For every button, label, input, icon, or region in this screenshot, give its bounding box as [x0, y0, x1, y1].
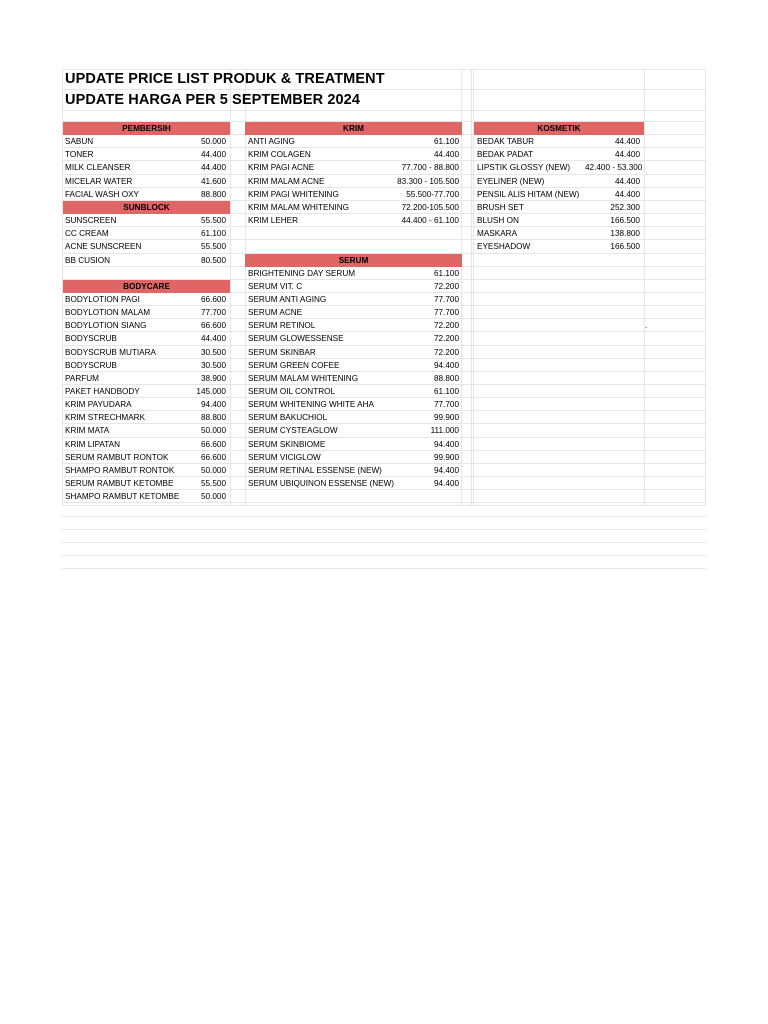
serum-item-price: 94.400: [433, 479, 459, 489]
sunblock-item-price: 55.500: [200, 216, 226, 226]
serum-item-price: 72.200: [433, 334, 459, 344]
kosmetik-item-name: EYELINER (NEW): [477, 176, 545, 186]
bodycare-item-price: 44.400: [200, 334, 226, 344]
krim-item-name: KRIM LEHER: [248, 216, 299, 226]
bodycare-item-price: 30.500: [200, 347, 226, 357]
kosmetik-item-price: 44.400: [614, 137, 640, 147]
serum-item-name: SERUM GREEN COFEE: [248, 360, 340, 370]
serum-item-name: SERUM SKINBIOME: [248, 439, 326, 449]
bodycare-item-price: 50.000: [200, 426, 226, 436]
sunblock-item-price: 55.500: [200, 242, 226, 252]
bodycare-item-price: 145.000: [196, 387, 226, 396]
bodycare-item-name: PARFUM: [65, 373, 99, 383]
sunblock-item-price: 80.500: [200, 255, 226, 265]
kosmetik-item-price: 138.800: [610, 229, 640, 239]
krim-item-name: KRIM MALAM ACNE: [248, 176, 325, 186]
kosmetik-item-price: 44.400: [614, 189, 640, 199]
bodycare-item-name: BODYSCRUB MUTIARA: [65, 347, 156, 357]
serum-header: SERUM: [245, 254, 462, 267]
serum-item-name: SERUM SKINBAR: [248, 347, 316, 357]
serum-item-price: 72.200: [433, 347, 459, 357]
sunblock-item-name: BB CUSION: [65, 255, 111, 265]
bodycare-item-price: 94.400: [200, 400, 226, 410]
krim-item-name: KRIM PAGI ACNE: [248, 163, 315, 173]
pembersih-item-name: MICELAR WATER: [65, 176, 133, 186]
grid-hline: [62, 110, 706, 111]
krim-item-name: ANTI AGING: [248, 137, 295, 147]
krim-item-price: 44.400: [433, 150, 459, 160]
krim-item-price: 61.100: [433, 137, 459, 147]
grid-hline: [62, 516, 706, 517]
bodycare-item-name: SERUM RAMBUT KETOMBE: [65, 479, 174, 489]
serum-item-price: 72.200: [433, 281, 459, 291]
krim-item-name: KRIM COLAGEN: [248, 150, 311, 160]
bodycare-item-name: BODYLOTION SIANG: [65, 321, 147, 331]
serum-item-price: 94.400: [433, 439, 459, 449]
serum-item-price: 72.200: [433, 321, 459, 331]
bodycare-item-name: SERUM RAMBUT RONTOK: [65, 452, 169, 462]
kosmetik-header: KOSMETIK: [474, 122, 644, 135]
title-update-date: UPDATE HARGA PER 5 SEPTEMBER 2024: [65, 92, 360, 108]
kosmetik-item-name: BLUSH ON: [477, 216, 519, 226]
grid-hline: [62, 69, 706, 70]
grid-hline: [62, 555, 706, 556]
krim-item-name: KRIM PAGI WHITENING: [248, 189, 339, 199]
serum-item-price: 61.100: [433, 387, 459, 396]
bodycare-item-price: 66.600: [200, 321, 226, 331]
grid-hline: [62, 529, 706, 530]
kosmetik-item-name: BEDAK PADAT: [477, 150, 534, 160]
serum-item-price: 99.900: [433, 452, 459, 462]
kosmetik-item-price: 42.400 - 53.300: [585, 163, 643, 173]
krim-item-price: 72.200-105.500: [401, 202, 459, 212]
serum-item-name: SERUM GLOWESSENSE: [248, 334, 344, 344]
serum-item-price: 77.700: [433, 308, 459, 318]
bodycare-item-name: PAKET HANDBODY: [65, 387, 140, 396]
grid-hline: [62, 89, 706, 90]
serum-item-name: SERUM VIT. C: [248, 281, 303, 291]
serum-item-name: SERUM UBIQUINON ESSENSE (NEW): [248, 479, 395, 489]
pembersih-item-price: 88.800: [200, 189, 226, 199]
sunblock-item-name: SUNSCREEN: [65, 216, 117, 226]
serum-item-price: 111.000: [430, 426, 459, 436]
sunblock-item-price: 61.100: [200, 229, 226, 239]
serum-item-name: SERUM MALAM WHITENING: [248, 373, 359, 383]
sunblock-item-name: CC CREAM: [65, 229, 109, 239]
kosmetik-item-price: 44.400: [614, 150, 640, 160]
bodycare-item-price: 66.600: [200, 294, 226, 304]
grid-hline: [62, 542, 706, 543]
stray-mark: .: [645, 321, 648, 330]
bodycare-item-price: 55.500: [200, 479, 226, 489]
krim-item-name: KRIM MALAM WHITENING: [248, 202, 349, 212]
pembersih-item-name: SABUN: [65, 137, 94, 147]
serum-item-price: 88.800: [433, 373, 459, 383]
serum-item-name: BRIGHTENING DAY SERUM: [248, 268, 356, 278]
serum-item-name: SERUM ACNE: [248, 308, 303, 318]
serum-item-name: SERUM RETINAL ESSENSE (NEW): [248, 465, 382, 475]
kosmetik-item-price: 44.400: [614, 176, 640, 186]
bodycare-item-price: 66.600: [200, 439, 226, 449]
pembersih-item-name: MILK CLEANSER: [65, 163, 131, 173]
price-list-sheet: [62, 69, 706, 506]
pembersih-item-price: 50.000: [200, 137, 226, 147]
serum-item-name: SERUM OIL CONTROL: [248, 387, 336, 396]
serum-item-price: 94.400: [433, 360, 459, 370]
bodycare-item-name: KRIM PAYUDARA: [65, 400, 132, 410]
bodycare-item-price: 38.900: [200, 373, 226, 383]
bodycare-header: BODYCARE: [63, 280, 230, 293]
serum-item-name: SERUM ANTI AGING: [248, 294, 327, 304]
kosmetik-item-name: EYESHADOW: [477, 242, 531, 252]
serum-item-price: 99.900: [433, 413, 459, 423]
kosmetik-item-price: 166.500: [610, 216, 640, 226]
bodycare-item-name: SHAMPO RAMBUT KETOMBE: [65, 492, 180, 502]
krim-item-price: 77.700 - 88.800: [401, 163, 459, 173]
bodycare-item-price: 66.600: [200, 452, 226, 462]
krim-item-price: 44.400 - 61.100: [401, 216, 459, 226]
bodycare-item-name: BODYSCRUB: [65, 334, 117, 344]
serum-item-name: SERUM BAKUCHIOL: [248, 413, 328, 423]
pembersih-item-name: TONER: [65, 150, 94, 160]
bodycare-item-name: BODYLOTION PAGI: [65, 294, 140, 304]
serum-item-price: 77.700: [433, 400, 459, 410]
krim-item-price: 55.500-77.700: [406, 189, 459, 199]
pembersih-item-price: 44.400: [200, 163, 226, 173]
kosmetik-item-price: 252.300: [610, 202, 640, 212]
pembersih-header: PEMBERSIH: [63, 122, 230, 135]
serum-item-price: 77.700: [433, 294, 459, 304]
kosmetik-item-name: BEDAK TABUR: [477, 137, 535, 147]
grid-hline: [62, 568, 706, 569]
bodycare-item-name: KRIM LIPATAN: [65, 439, 121, 449]
bodycare-item-price: 30.500: [200, 360, 226, 370]
pembersih-item-price: 44.400: [200, 150, 226, 160]
grid-hline: [62, 505, 706, 506]
bodycare-item-name: SHAMPO RAMBUT RONTOK: [65, 465, 175, 475]
bodycare-item-price: 77.700: [200, 308, 226, 318]
serum-item-name: SERUM RETINOL: [248, 321, 316, 331]
serum-item-name: SERUM VICIGLOW: [248, 452, 321, 462]
kosmetik-item-name: BRUSH SET: [477, 202, 524, 212]
bodycare-item-price: 50.000: [200, 492, 226, 502]
sunblock-item-name: ACNE SUNSCREEN: [65, 242, 142, 252]
kosmetik-item-name: LIPSTIK GLOSSY (NEW): [477, 163, 571, 173]
kosmetik-item-name: PENSIL ALIS HITAM (NEW): [477, 189, 580, 199]
bodycare-item-name: KRIM MATA: [65, 426, 110, 436]
serum-item-price: 61.100: [433, 268, 459, 278]
bodycare-item-price: 88.800: [200, 413, 226, 423]
bodycare-item-name: BODYSCRUB: [65, 360, 117, 370]
serum-item-name: SERUM WHITENING WHITE AHA: [248, 400, 374, 410]
title-price-list: UPDATE PRICE LIST PRODUK & TREATMENT: [65, 71, 385, 87]
serum-item-price: 94.400: [433, 465, 459, 475]
kosmetik-item-price: 166.500: [610, 242, 640, 252]
kosmetik-item-name: MASKARA: [477, 229, 518, 239]
bodycare-item-name: KRIM STRECHMARK: [65, 413, 146, 423]
serum-item-name: SERUM CYSTEAGLOW: [248, 426, 338, 436]
pembersih-item-price: 41.600: [200, 176, 226, 186]
krim-header: KRIM: [245, 122, 462, 135]
pembersih-item-name: FACIAL WASH OXY: [65, 189, 140, 199]
bodycare-item-price: 50.000: [200, 465, 226, 475]
krim-item-price: 83.300 - 105.500: [397, 176, 459, 186]
bodycare-item-name: BODYLOTION MALAM: [65, 308, 151, 318]
sunblock-header: SUNBLOCK: [63, 201, 230, 214]
